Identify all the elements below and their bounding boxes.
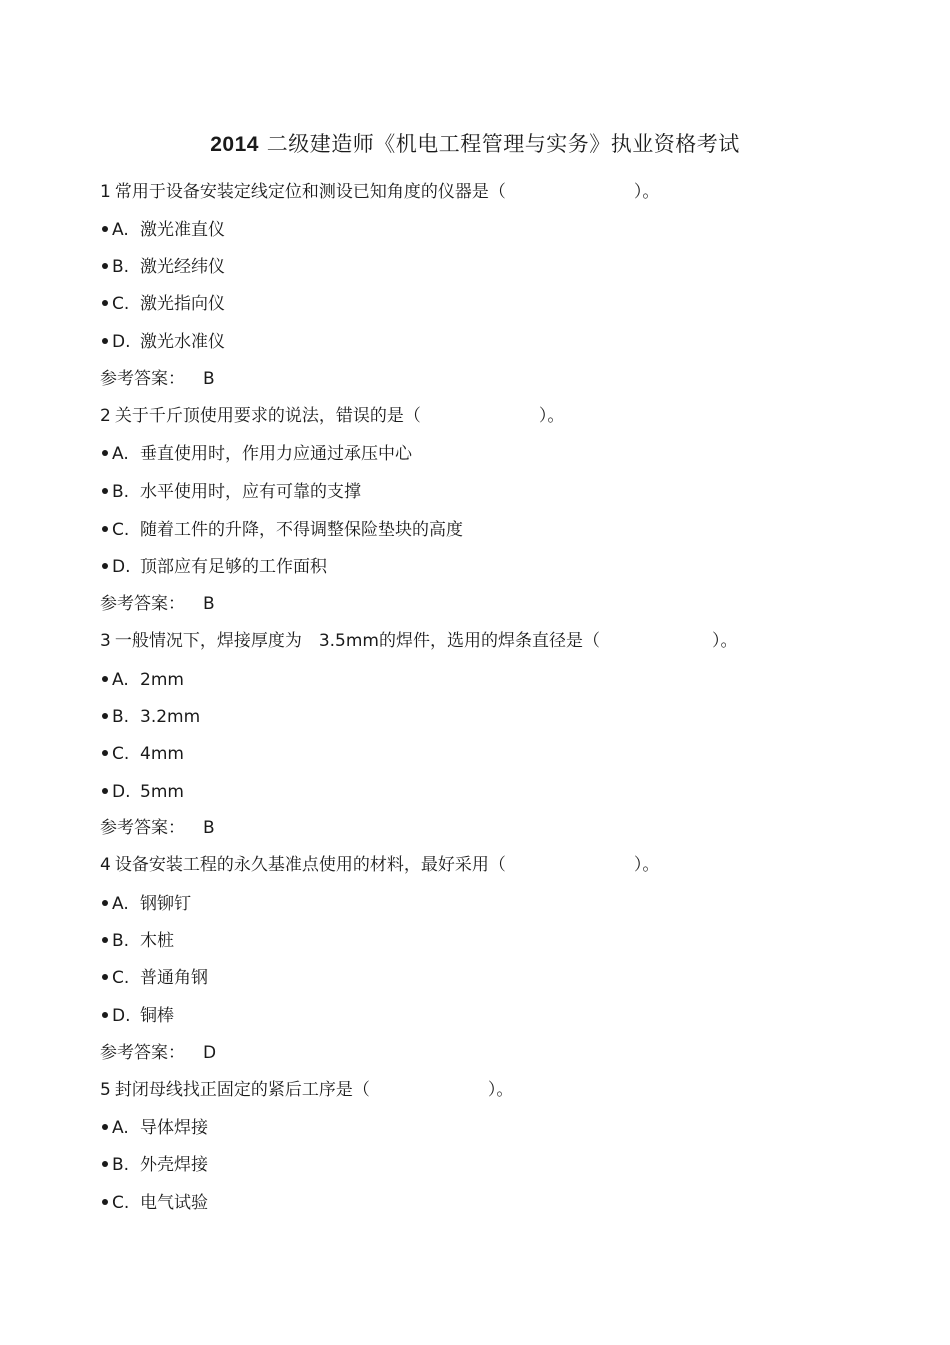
bullet-icon xyxy=(102,1199,108,1205)
option-text: 4mm xyxy=(140,744,184,764)
bullet-icon xyxy=(102,488,108,494)
answer-label: 参考答案： xyxy=(100,369,185,389)
option-2b xyxy=(102,481,361,503)
option-text: 铜棒 xyxy=(140,1006,174,1026)
option-1a xyxy=(102,219,225,241)
option-text: 激光准直仪 xyxy=(140,220,225,240)
option-5a xyxy=(102,1117,208,1139)
option-1b xyxy=(102,256,225,278)
option-4d xyxy=(102,1005,174,1027)
title-year: 2014 xyxy=(210,133,259,156)
answer-label: 参考答案： xyxy=(100,818,185,838)
option-letter: C. xyxy=(112,294,130,314)
question-4 xyxy=(100,854,659,876)
option-letter: D. xyxy=(112,332,131,352)
answer-label: 参考答案： xyxy=(100,1043,185,1063)
bullet-icon xyxy=(102,676,108,682)
question-number: 3 xyxy=(100,631,111,651)
option-4c xyxy=(102,967,208,989)
option-text: 钢铆钉 xyxy=(140,894,191,914)
option-3a xyxy=(102,669,184,691)
option-letter: A. xyxy=(112,220,129,240)
answer-value: D xyxy=(203,1043,217,1063)
document-title xyxy=(0,128,950,158)
bullet-icon xyxy=(102,563,108,569)
question-2 xyxy=(100,405,564,427)
option-text: 电气试验 xyxy=(140,1193,208,1213)
option-text: 3.2mm xyxy=(140,707,201,727)
option-letter: C. xyxy=(112,520,130,540)
bullet-icon xyxy=(102,788,108,794)
question-close: ）。 xyxy=(633,182,660,202)
answer-3 xyxy=(100,817,215,839)
bullet-icon xyxy=(102,263,108,269)
option-letter: A. xyxy=(112,894,129,914)
option-letter: C. xyxy=(112,1193,130,1213)
option-1c xyxy=(102,293,225,315)
option-text: 随着工件的升降，不得调整保险垫块的高度 xyxy=(140,520,463,540)
option-letter: B. xyxy=(112,707,130,727)
option-letter: C. xyxy=(112,744,130,764)
bullet-icon xyxy=(102,713,108,719)
answer-4 xyxy=(100,1042,216,1064)
option-text: 2mm xyxy=(140,670,184,690)
option-letter: A. xyxy=(112,670,129,690)
question-text: 设备安装工程的永久基准点使用的材料，最好采用（ xyxy=(114,855,506,875)
option-text: 垂直使用时，作用力应通过承压中心 xyxy=(140,444,412,464)
bullet-icon xyxy=(102,226,108,232)
option-text: 激光指向仪 xyxy=(140,294,225,314)
question-number: 5 xyxy=(100,1080,111,1100)
answer-value: B xyxy=(203,818,215,838)
option-2d xyxy=(102,556,327,578)
option-letter: D. xyxy=(112,1006,131,1026)
question-text: 一般情况下，焊接厚度为 3.5mm的焊件，选用的焊条直径是（ xyxy=(114,631,600,651)
bullet-icon xyxy=(102,526,108,532)
option-letter: D. xyxy=(112,782,131,802)
question-close: ）。 xyxy=(538,406,565,426)
option-5c xyxy=(102,1192,208,1214)
answer-value: B xyxy=(203,594,215,614)
answer-value: B xyxy=(203,369,215,389)
bullet-icon xyxy=(102,900,108,906)
option-1d xyxy=(102,331,225,353)
option-letter: A. xyxy=(112,444,129,464)
bullet-icon xyxy=(102,1124,108,1130)
question-text: 关于千斤顶使用要求的说法，错误的是（ xyxy=(114,406,421,426)
title-text: 二级建造师《机电工程管理与实务》执业资格考试 xyxy=(266,132,740,156)
question-3 xyxy=(100,630,737,652)
bullet-icon xyxy=(102,937,108,943)
option-text: 普通角钢 xyxy=(140,968,208,988)
question-close: ）。 xyxy=(633,855,660,875)
bullet-icon xyxy=(102,338,108,344)
option-3c xyxy=(102,743,184,765)
option-text: 5mm xyxy=(140,782,184,802)
question-close: ）。 xyxy=(711,631,738,651)
option-text: 导体焊接 xyxy=(140,1118,208,1138)
option-text: 顶部应有足够的工作面积 xyxy=(140,557,327,577)
option-text: 外壳焊接 xyxy=(140,1155,208,1175)
option-letter: B. xyxy=(112,257,130,277)
question-1 xyxy=(100,181,659,203)
question-5 xyxy=(100,1079,513,1101)
question-text: 常用于设备安装定线定位和测设已知角度的仪器是（ xyxy=(114,182,506,202)
option-letter: A. xyxy=(112,1118,129,1138)
question-number: 4 xyxy=(100,855,111,875)
bullet-icon xyxy=(102,300,108,306)
answer-2 xyxy=(100,593,215,615)
option-2a xyxy=(102,443,412,465)
question-number: 2 xyxy=(100,406,111,426)
bullet-icon xyxy=(102,1012,108,1018)
bullet-icon xyxy=(102,1161,108,1167)
option-text: 激光水准仪 xyxy=(140,332,225,352)
option-letter: C. xyxy=(112,968,130,988)
option-3d xyxy=(102,781,184,803)
option-4b xyxy=(102,930,174,952)
option-letter: B. xyxy=(112,1155,130,1175)
option-text: 激光经纬仪 xyxy=(140,257,225,277)
option-4a xyxy=(102,893,191,915)
option-letter: B. xyxy=(112,931,130,951)
bullet-icon xyxy=(102,450,108,456)
option-2c xyxy=(102,519,463,541)
option-letter: B. xyxy=(112,482,130,502)
answer-1 xyxy=(100,368,215,390)
question-close: ）。 xyxy=(487,1080,514,1100)
option-text: 水平使用时，应有可靠的支撑 xyxy=(140,482,361,502)
option-5b xyxy=(102,1154,208,1176)
option-letter: D. xyxy=(112,557,131,577)
answer-label: 参考答案： xyxy=(100,594,185,614)
bullet-icon xyxy=(102,750,108,756)
question-number: 1 xyxy=(100,182,111,202)
option-text: 木桩 xyxy=(140,931,174,951)
bullet-icon xyxy=(102,974,108,980)
question-text: 封闭母线找正固定的紧后工序是（ xyxy=(114,1080,370,1100)
option-3b xyxy=(102,706,200,728)
